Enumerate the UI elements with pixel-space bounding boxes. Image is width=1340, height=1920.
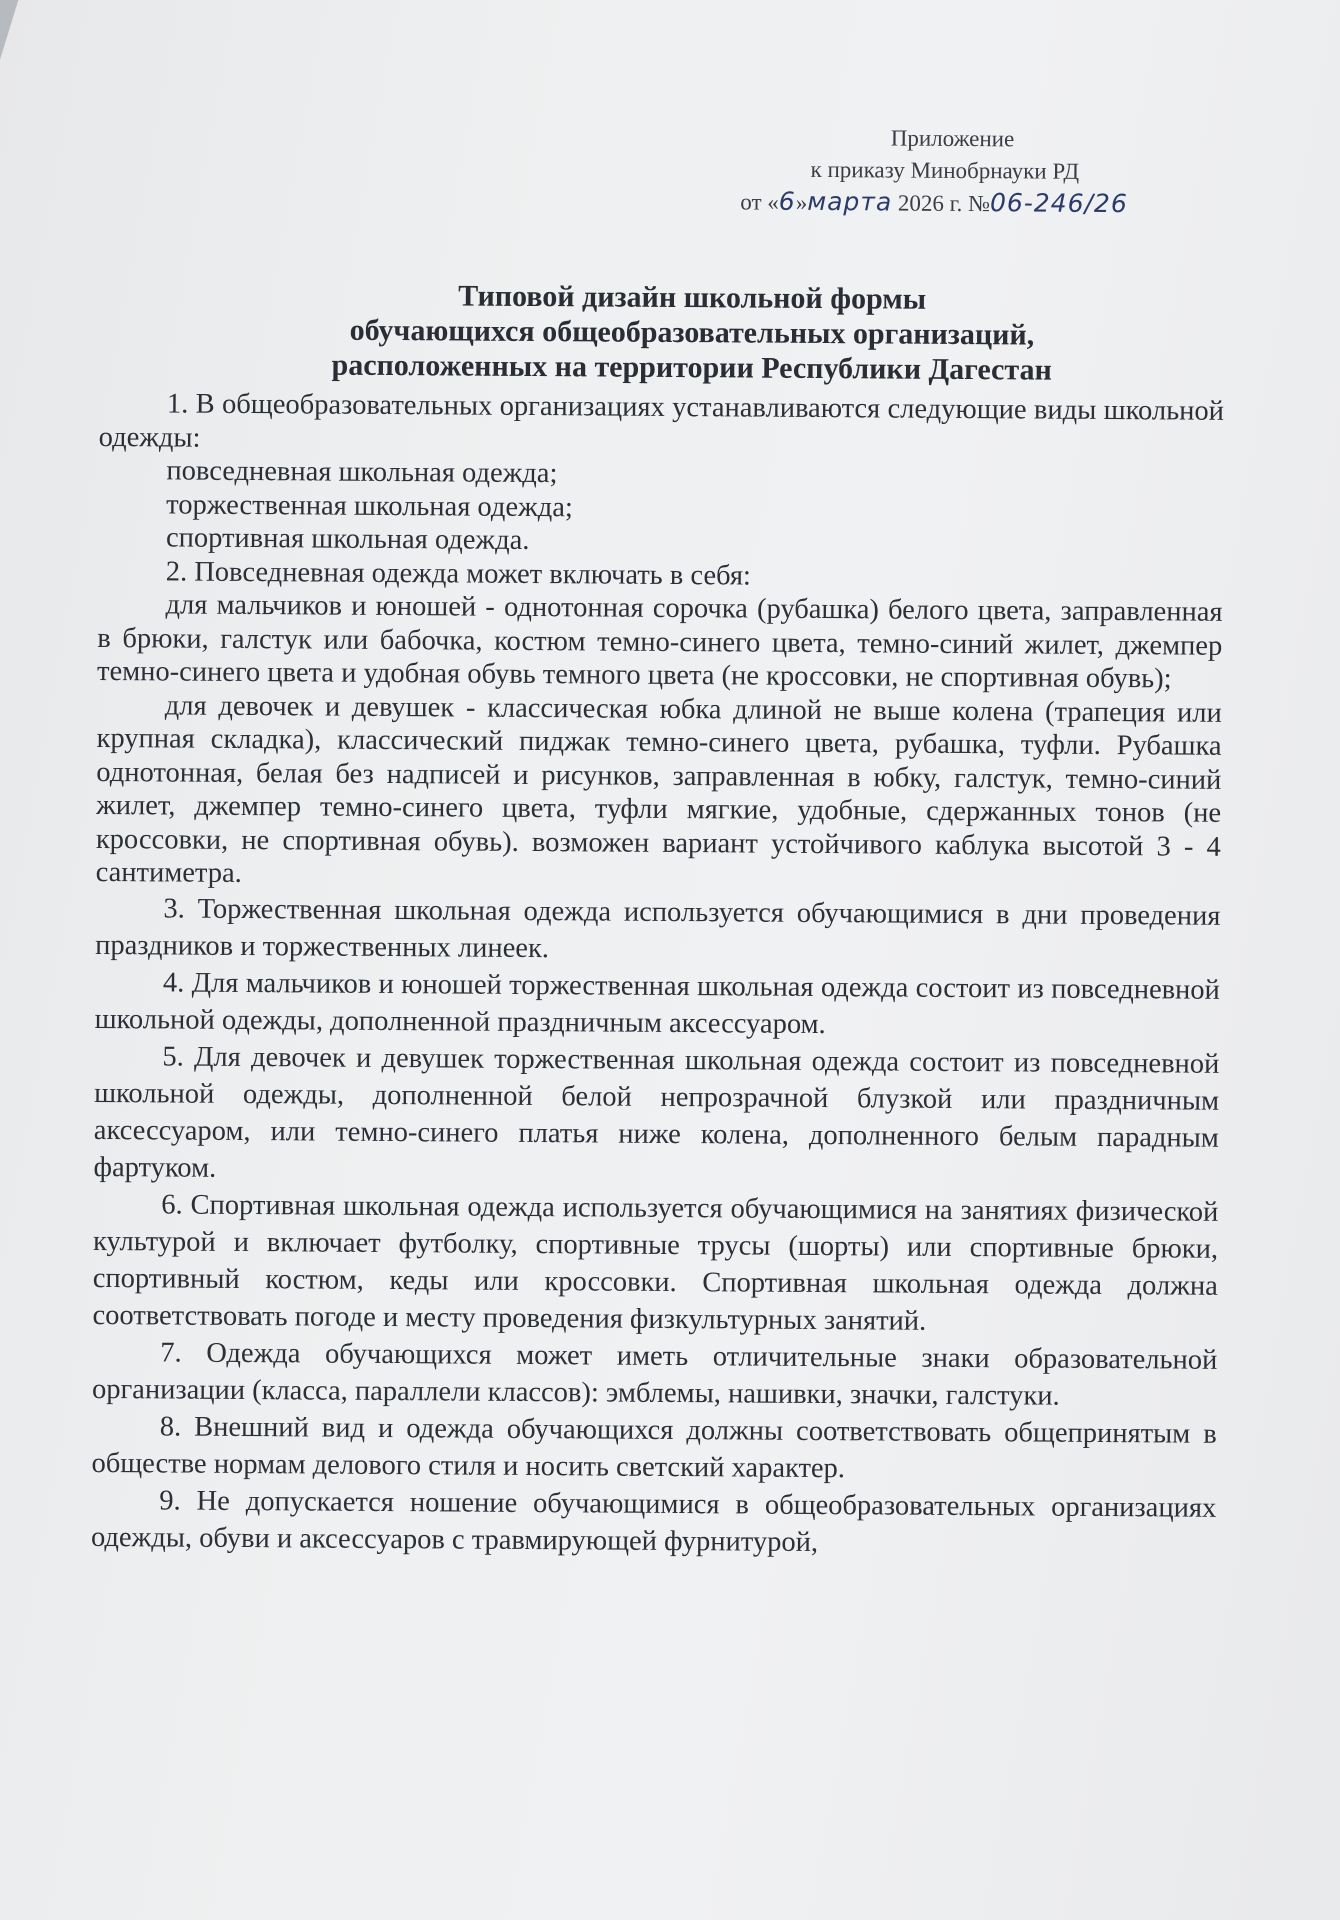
item-5: 5. Для девочек и девушек торжественная школьная одежда состоит из повседневной школьной одежды, дополненной белой непрозрачной блузкой или праздничным аксессуаром, или темно-синего платья ниже колена, дополненного белым парадным фартуком. <box>93 1040 1220 1184</box>
item-1-everyday: повседневная школьная одежда; <box>166 455 558 490</box>
item-1-sport: спортивная школьная одежда. <box>165 522 530 556</box>
item-2-girls: для девочек и девушек - классическая юбка длиной не выше колена (трапеция или крупная складка), классический пиджак темно-синего цвета, рубашка, туфли. Рубашка однотонная, белая без надписей и рисунков, заправленная в юбку, галстук, темно-синий жилет, джемпер темно-синего цвета, туфли мягкие, удобные, сдержанных тонов (не кроссовки, не спортивная обувь). возможен вариант устойчивого каблука высотой 3 - 4 сантиметра. <box>95 689 1222 889</box>
title-line-2: обучающихся общеобразовательных организаций, <box>349 313 1035 352</box>
document-title <box>99 276 1225 389</box>
title-line-3: расположенных на территории Республики Дагестан <box>331 348 1052 387</box>
item-6: 6. Спортивная школьная одежда используется обучающимися на занятиях физической культурой и включает футболку, спортивные трусы (шорты) или спортивные брюки, спортивный костюм, кеды или кроссовки. Спортивная школьная одежда должна соответствовать погоде и месту проведения физкультурных занятий. <box>92 1188 1219 1337</box>
appendix-date-number <box>740 184 1128 221</box>
appendix-header <box>100 106 1226 224</box>
document-body <box>91 106 1226 1563</box>
item-4: 4. Для мальчиков и юношей торжественная школьная одежда состоит из повседневной школьной одежды, дополненной праздничным аксессуаром. <box>94 966 1220 1040</box>
item-9: 9. Не допускается ношение обучающимися в общеобразовательных организациях одежды, обуви и аксессуаров с травмирующей фурнитурой, <box>90 1484 1217 1558</box>
item-8: 8. Внешний вид и одежда обучающихся должны соответствовать общепринятым в обществе нормам делового стиля и носить светский характер. <box>91 1410 1217 1484</box>
date-prefix: от « <box>740 189 779 215</box>
handwritten-order-number: 06-246/26 <box>989 188 1128 219</box>
handwritten-day: 6 <box>778 186 796 216</box>
item-2: 2. Повседневная одежда может включать в себя: <box>165 555 752 592</box>
appendix-order-reference: к приказу Минобрнауки РД <box>810 156 1080 184</box>
item-7: 7. Одежда обучающихся может иметь отличительные знаки образовательной организации (класса, параллели классов): эмблемы, нашивки, значки, галстуки. <box>91 1336 1218 1412</box>
handwritten-month: марта <box>807 186 893 217</box>
date-year: 2026 г. № <box>892 190 991 217</box>
item-1: 1. В общеобразовательных организациях устанавливаются следующие виды школьной одежды: <box>98 388 1225 454</box>
item-3: 3. Торжественная школьная одежда используется обучающимися в дни проведения праздников и торжественных линеек. <box>95 892 1221 964</box>
date-quote: » <box>795 189 808 215</box>
title-line-1: Типовой дизайн школьной формы <box>458 279 927 316</box>
item-1-formal: торжественная школьная одежда; <box>166 488 573 523</box>
item-2-boys: для мальчиков и юношей - однотонная сорочка (рубашка) белого цвета, заправленная в брюки, галстук или бабочка, костюм темно-синего цвета, темно-синий жилет, джемпер темно-синего цвета и удобная обувь темного цвета (не кроссовки, не спортивная обувь); <box>96 589 1223 695</box>
folded-corner <box>0 0 23 105</box>
appendix-title: Приложение <box>890 125 1015 152</box>
